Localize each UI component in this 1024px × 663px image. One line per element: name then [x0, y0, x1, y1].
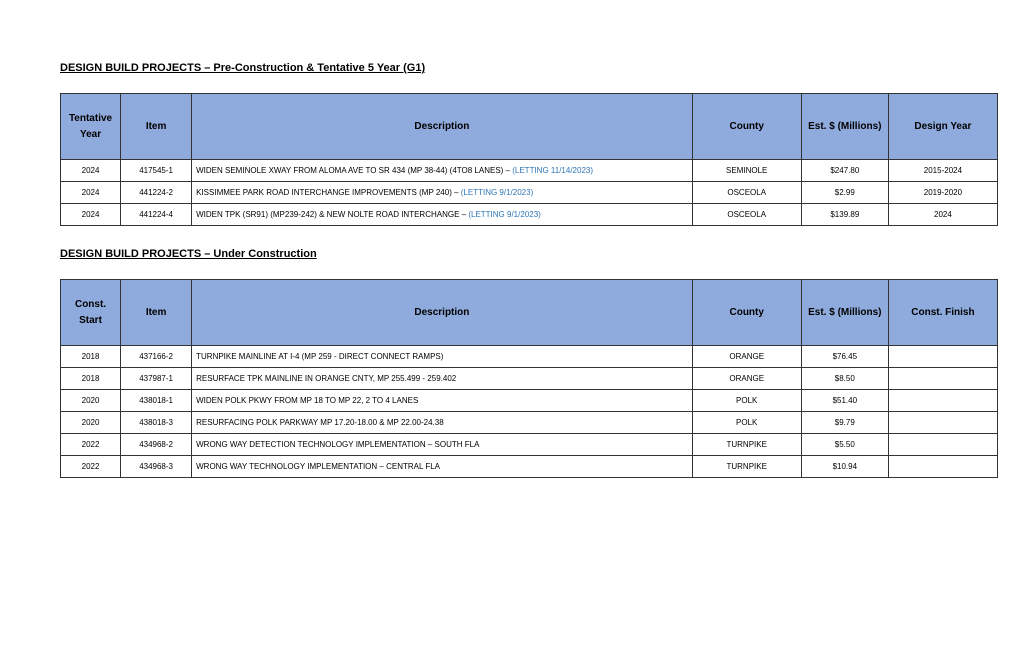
tentative-year-cell: 2024 — [61, 204, 121, 226]
header-county: County — [692, 94, 801, 160]
tentative-year-cell: 2024 — [61, 182, 121, 204]
item-cell: 434968-3 — [121, 456, 192, 478]
header-const-finish: Const. Finish — [888, 280, 997, 346]
const-start-cell: 2022 — [61, 434, 121, 456]
item-cell: 437987-1 — [121, 368, 192, 390]
letting-date: (LETTING 11/14/2023) — [512, 166, 594, 175]
est-cost-cell: $10.94 — [801, 456, 888, 478]
description-text: KISSIMMEE PARK ROAD INTERCHANGE IMPROVEMENTS (MP 240) – — [196, 188, 461, 197]
est-cost-cell: $2.99 — [801, 182, 888, 204]
section-title-preconstruction: DESIGN BUILD PROJECTS – Pre-Construction & Tentative 5 Year (G1) — [60, 62, 426, 74]
const-finish-cell — [888, 412, 997, 434]
header-description: Description — [192, 94, 693, 160]
description-text: WIDEN SEMINOLE XWAY FROM ALOMA AVE TO SR 434 (MP 38-44) (4TO8 LANES) – — [196, 166, 513, 175]
table-row — [61, 182, 998, 204]
const-start-cell: 2020 — [61, 412, 121, 434]
const-finish-cell — [888, 346, 997, 368]
under-construction-table — [60, 279, 998, 478]
table-header-row — [61, 280, 998, 346]
county-cell: TURNPIKE — [692, 434, 801, 456]
header-tentative-year: Tentative Year — [61, 94, 121, 160]
county-cell: POLK — [692, 412, 801, 434]
table-row — [61, 160, 998, 182]
county-cell: POLK — [692, 390, 801, 412]
header-item: Item — [121, 94, 192, 160]
description-cell: WRONG WAY DETECTION TECHNOLOGY IMPLEMENTATION – SOUTH FLA — [192, 434, 693, 456]
letting-date: (LETTING 9/1/2023) — [468, 210, 541, 219]
description-text: WIDEN TPK (SR91) (MP239-242) & NEW NOLTE ROAD INTERCHANGE – — [196, 210, 469, 219]
county-cell: ORANGE — [692, 346, 801, 368]
county-cell: OSCEOLA — [692, 182, 801, 204]
county-cell: SEMINOLE — [692, 160, 801, 182]
tentative-year-cell: 2024 — [61, 160, 121, 182]
design-year-cell: 2024 — [888, 204, 997, 226]
header-description: Description — [192, 280, 693, 346]
item-cell: 417545-1 — [121, 160, 192, 182]
est-cost-cell: $247.80 — [801, 160, 888, 182]
county-cell: TURNPIKE — [692, 456, 801, 478]
const-finish-cell — [888, 434, 997, 456]
table-row — [61, 368, 998, 390]
table-header-row — [61, 94, 998, 160]
county-cell: OSCEOLA — [692, 204, 801, 226]
description-cell — [192, 204, 693, 226]
header-est-cost: Est. $ (Millions) — [801, 280, 888, 346]
table-row — [61, 204, 998, 226]
est-cost-cell: $139.89 — [801, 204, 888, 226]
const-finish-cell — [888, 368, 997, 390]
description-cell: WRONG WAY TECHNOLOGY IMPLEMENTATION – CENTRAL FLA — [192, 456, 693, 478]
const-start-cell: 2020 — [61, 390, 121, 412]
header-county: County — [692, 280, 801, 346]
item-cell: 438018-1 — [121, 390, 192, 412]
table-row — [61, 456, 998, 478]
item-cell: 441224-2 — [121, 182, 192, 204]
header-design-year: Design Year — [888, 94, 997, 160]
item-cell: 437166-2 — [121, 346, 192, 368]
section-title-under-construction: DESIGN BUILD PROJECTS – Under Construction — [60, 248, 317, 260]
item-cell: 441224-4 — [121, 204, 192, 226]
est-cost-cell: $76.45 — [801, 346, 888, 368]
const-start-cell: 2018 — [61, 368, 121, 390]
est-cost-cell: $8.50 — [801, 368, 888, 390]
item-cell: 434968-2 — [121, 434, 192, 456]
county-cell: ORANGE — [692, 368, 801, 390]
header-est-cost: Est. $ (Millions) — [801, 94, 888, 160]
const-finish-cell — [888, 456, 997, 478]
table-row — [61, 412, 998, 434]
preconstruction-table — [60, 93, 998, 226]
table-row — [61, 390, 998, 412]
description-cell: TURNPIKE MAINLINE AT I-4 (MP 259 - DIRECT CONNECT RAMPS) — [192, 346, 693, 368]
description-cell — [192, 160, 693, 182]
description-cell: WIDEN POLK PKWY FROM MP 18 TO MP 22, 2 TO 4 LANES — [192, 390, 693, 412]
description-cell — [192, 182, 693, 204]
const-start-cell: 2018 — [61, 346, 121, 368]
letting-date: (LETTING 9/1/2023) — [460, 188, 534, 197]
description-cell: RESURFACE TPK MAINLINE IN ORANGE CNTY, MP 255.499 - 259.402 — [192, 368, 693, 390]
design-year-cell: 2019-2020 — [888, 182, 997, 204]
header-const-start: Const. Start — [61, 280, 121, 346]
header-item: Item — [121, 280, 192, 346]
est-cost-cell: $51.40 — [801, 390, 888, 412]
description-cell: RESURFACING POLK PARKWAY MP 17.20-18.00 & MP 22.00-24.38 — [192, 412, 693, 434]
design-year-cell: 2015-2024 — [888, 160, 997, 182]
table-row — [61, 434, 998, 456]
const-finish-cell — [888, 390, 997, 412]
est-cost-cell: $5.50 — [801, 434, 888, 456]
table-row — [61, 346, 998, 368]
const-start-cell: 2022 — [61, 456, 121, 478]
est-cost-cell: $9.79 — [801, 412, 888, 434]
item-cell: 438018-3 — [121, 412, 192, 434]
